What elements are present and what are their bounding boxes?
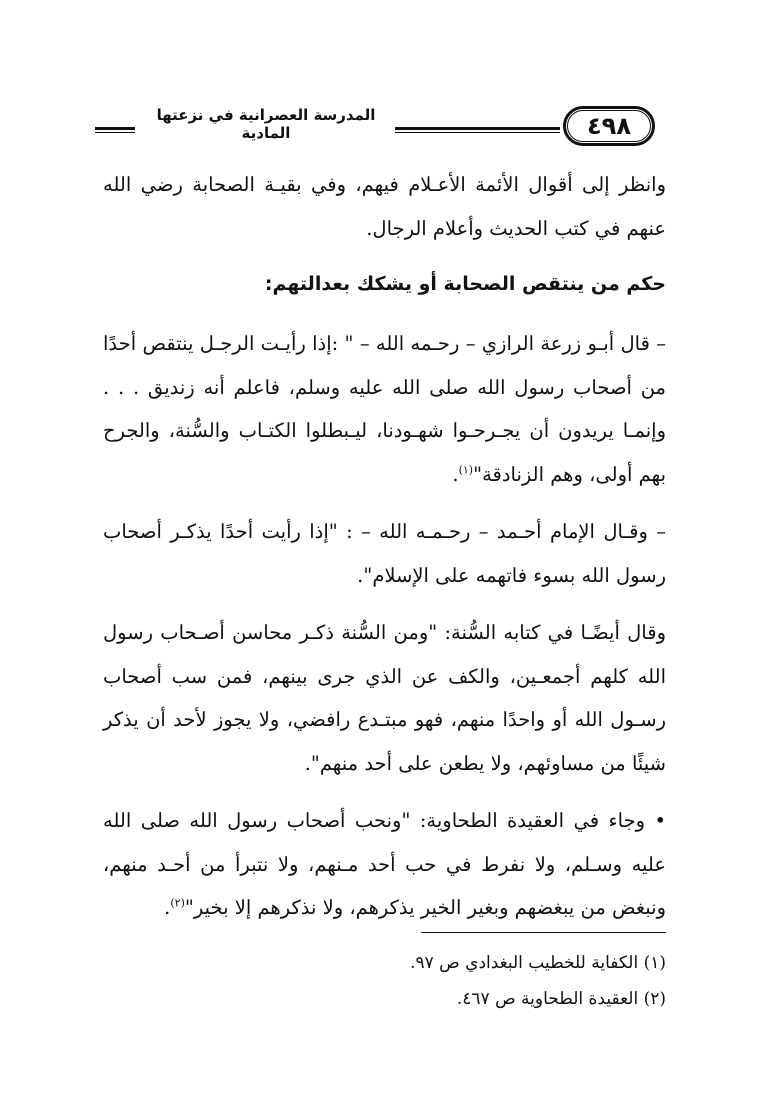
header-rule-left-thin <box>95 132 135 133</box>
page-number: ٤٩٨ <box>563 106 655 146</box>
paragraph-tahawiyya <box>103 799 666 930</box>
page-header <box>95 100 667 150</box>
paragraph-ahmad: – وقـال الإمام أحـمد – رحـمـه الله – : "إذا رأيت أحدًا يذكـر أصحاب رسول الله بسوء فاتهمه على الإسلام". <box>103 520 666 587</box>
footnote-2: (٢) العقيدة الطحاوية ص ٤٦٧. <box>456 989 666 1009</box>
main-text <box>103 163 666 944</box>
footnote-separator <box>421 932 666 933</box>
header-rule-left <box>95 127 135 130</box>
paragraph-1: وانظر إلى أقوال الأئمة الأعـلام فيهم، وفي بقيـة الصحابة رضي الله عنهم في كتب الحديث وأعلام الرجال. <box>103 173 666 240</box>
paragraph-tahawiyya-text: • وجاء في العقيدة الطحاوية: "ونحب أصحاب رسول الله صلى الله عليه وسـلم، ولا نفرط في حب أحد مـنهم، ولا نتبرأ من أحـد منهم، ونبغض من يبغضهم وبغير الخير يذكرهم، ولا نذكرهم إلا بخير" <box>103 809 666 919</box>
paragraph-tahawiyya-end: . <box>164 896 171 919</box>
paragraph-abu-zura <box>103 322 666 496</box>
paragraph-sunnah: وقال أيضًـا في كتابه السُّنة: "ومن السُّنة ذكـر محاسن أصـحاب رسول الله كلهم أجمعـين، والكف عن الذي جرى بينهم، فمن سب أصحاب رسـول الله أو واحدًا منهم، فهو مبتـدع رافضي، ولا يجوز لأحد أن يذكر شيئًا من مساوئهم، ولا يطعن على أحد منهم". <box>103 621 666 775</box>
footnote-ref-2: (٢) <box>170 896 185 910</box>
page-number-frame <box>567 110 651 142</box>
paragraph-abu-zura-text: – قال أبـو زرعة الرازي – رحـمه الله – " :إذا رأيـت الرجـل ينتقص أحدًا من أصحاب رسول الله صلى الله عليه وسلم، فاعلم أنه زنديق . . . وإنمـا يريدون أن يجـرحـوا شهـودنا، ليـبطلوا الكتـاب والسُّنة، والجرح بهم أولى، وهم الزنادقة" <box>103 332 666 486</box>
running-title: المدرسة العصرانية في نزعتها المادية <box>156 106 376 142</box>
header-rule-right <box>395 127 560 130</box>
header-rule-right-thin <box>395 132 560 133</box>
paragraph-abu-zura-end: . <box>452 462 459 486</box>
footnote-1: (١) الكفاية للخطيب البغدادي ص ٩٧. <box>410 953 666 973</box>
section-heading: حكم من ينتقص الصحابة أو يشكك بعدالتهم: <box>264 273 666 295</box>
footnote-ref-1: (١) <box>458 463 474 476</box>
